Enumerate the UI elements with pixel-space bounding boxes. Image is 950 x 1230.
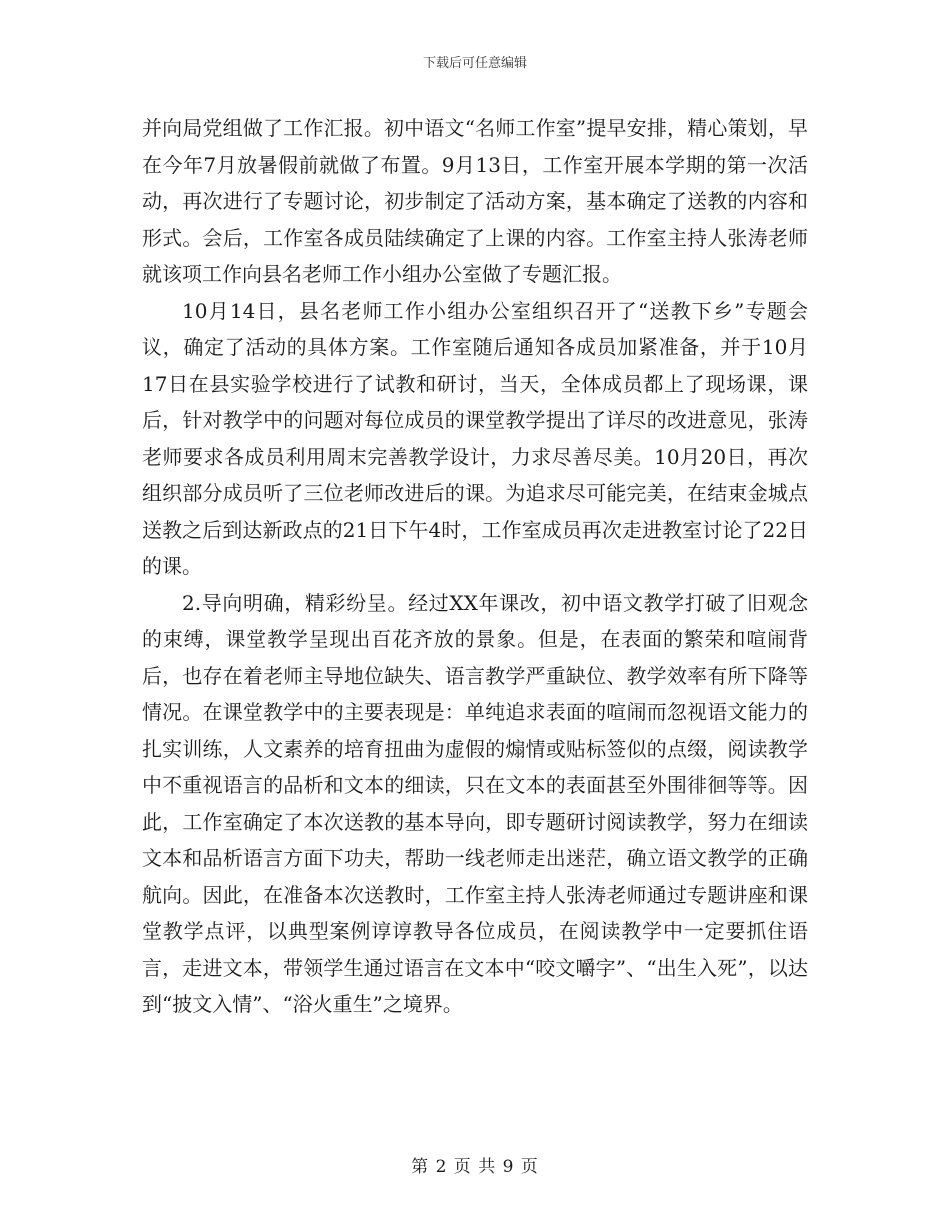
document-body bbox=[142, 110, 808, 1023]
page-footer: 第 2 页 共 9 页 bbox=[411, 1157, 539, 1177]
paragraph-meeting: 10月14日，县名老师工作小组办公室组织召开了“送教下乡”专题会议，确定了活动的具体方案。工作室随后通知各成员加紧准备，并于10月17日在县实验学校进行了试教和研讨，当天，全体成员都上了现场课，课后，针对教学中的问题对每位成员的课堂教学提出了详尽的改进意见，张涛老师要求各成员利用周末完善教学设计，力求尽善尽美。10月20日，再次组织部分成员听了三位老师改进后的课。为追求尽可能完美，在结束金城点送教之后到达新政点的21日下午4时，工作室成员再次走进教室讨论了22日的课。 bbox=[142, 298, 808, 578]
page-header: 下载后可任意编辑 bbox=[422, 56, 527, 71]
paragraph-guidance: 2.导向明确，精彩纷呈。经过XX年课改，初中语文教学打破了旧观念的束缚，课堂教学呈现出百花齐放的景象。但是，在表面的繁荣和喧闹背后，也存在着老师主导地位缺失、语言教学严重缺位、教学效率有所下降等情况。在课堂教学中的主要表现是：单纯追求表面的喧闹而忽视语文能力的扎实训练，人文素养的培育扭曲为虚假的煽情或贴标签似的点缀，阅读教学中不重视语言的品析和文本的细读，只在文本的表面甚至外围徘徊等等。因此，工作室确定了本次送教的基本导向，即专题研讨阅读教学，努力在细读文本和品析语言方面下功夫，帮助一线老师走出迷茫，确立语文教学的正确航向。因此，在准备本次送教时，工作室主持人张涛老师通过专题讲座和课堂教学点评，以典型案例谆谆教导各位成员，在阅读教学中一定要抓住语言，走进文本，带领学生通过语言在文本中“咬文嚼字”、“出生入死”，以达到“披文入情”、“浴火重生”之境界。 bbox=[142, 590, 808, 1016]
paragraph-continuation: 并向局党组做了工作汇报。初中语文“名师工作室”提早安排，精心策划，早在今年7月放暑假前就做了布置。9月13日，工作室开展本学期的第一次活动，再次进行了专题讨论，初步制定了活动方案，基本确定了送教的内容和形式。会后，工作室各成员陆续确定了上课的内容。工作室主持人张涛老师就该项工作向县名老师工作小组办公室做了专题汇报。 bbox=[142, 116, 808, 286]
